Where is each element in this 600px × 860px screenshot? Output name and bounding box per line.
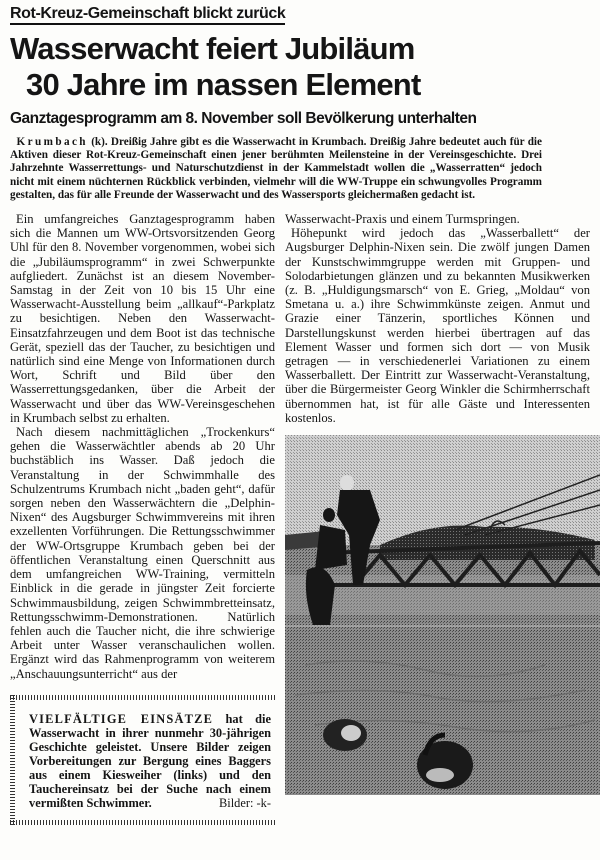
caption-heading: VIELFÄLTIGE EINSÄTZE (29, 711, 214, 726)
right-column-text (285, 212, 590, 425)
headline (10, 31, 590, 103)
body-paragraph: Höhepunkt wird jedoch das „Wasserballett“ der Augsburger Delphin-Nixen sein. Die zwölf jungen Damen der Kunstschwimmgruppe werden mit Gruppen- und Solodarbietungen glänzen und zu bekannten Musikwerken (z. B. „Huldigungsmarsch“ von E. Grieg, „Moldau“ von Smetana u. a.) ihre Schwimmkünste zeigen. Anmut und Grazie einer Tänzerin, sportliches Können und Darstellungskunst werden hierbei übertragen auf das Element Wasser und formen sich dort — von Musik getragen — in verschiedenerlei Variationen zu einem Wasserballett. Der Eintritt zur Wasserwacht-Veranstaltung, über die Bürgermeister Georg Winkler die Schirmherrschaft übernommen hat, ist für alle Gäste und Interessenten kostenlos. (285, 226, 590, 425)
body-columns (10, 212, 600, 825)
headline-line-1: Wasserwacht feiert Jubiläum (10, 31, 415, 66)
body-paragraph: Ein umfangreiches Ganztagesprogramm haben sich die Mannen um WW-Ortsvorsitzenden Georg Uhl für den 8. November vorgenommen, wobei sich die „Jubiläumsprogramm“ in zwei Schwerpunkte aufgliedert. Zunächst ist an diesem November-Samstag in der Zeit von 10 bis 15 Uhr eine Wasserwacht-Ausstellung beim „allkauf“-Parkplatz zu besichtigen. Neben den Wasserwacht-Einsatzfahrzeugen und dem Boot ist das technische Gerät, speziell das der Taucher, zu besichtigen und natürlich sind eine Menge von Informationen durch Wort, Schrift und Bild über den Wasserrettungsgedanken, über die Arbeit der Wasserwacht und über das WW-Vereinsgeschehen in Krumbach selbst zu erhalten. (10, 212, 275, 425)
kicker: Rot-Kreuz-Gemeinschaft blickt zurück (10, 4, 285, 25)
caption-box (10, 695, 275, 825)
body-column-left (10, 212, 275, 825)
dateline: Krumbach (16, 136, 88, 148)
body-paragraph: Wasserwacht-Praxis und einem Turmspringen. (285, 212, 520, 227)
photo-icon (285, 435, 600, 795)
photo-credit: Bilder: -k- (219, 795, 271, 810)
photo (285, 435, 600, 795)
article-header (0, 0, 600, 128)
body-column-right (285, 212, 600, 795)
body-paragraph: Nach diesem nachmittäglichen „Trockenkurs“ gehen die Wasserwächtler abends ab 20 Uhr buchstäblich ins Wasser. Daß jedoch die Veranstaltung in der Schwimmhalle des Schulzentrums Krumbach nicht „baden geht“, dafür sorgen neben den Wasserwächtern die „Delphin-Nixen“ des Augsburger Schwimmvereins mit ihren exzellenten Vorführungen. Die Rettungsschwimmer der WW-Ortsgruppe Krumbach geben bei der öffentlichen Veranstaltung einen Querschnitt aus dem umfangreichen WW-Training, vermitteln Einblick in die gerade in jüngster Zeit forcierte Schwimmausbildung, zeigen Schwimmbretteinsatz, Rettungsschwimm-Demonstrationen. Natürlich fehlen auch die Taucher nicht, die ihre schwierige Arbeit unter Wasser veranschaulichen wollen. Ergänzt wird das Rahmenprogramm von weiterem „Anschauungsunterricht“ aus der (10, 425, 275, 681)
lead-paragraph (10, 136, 542, 202)
photo-caption (29, 712, 271, 810)
lead-text: (k). Dreißig Jahre gibt es die Wasserwacht in Krumbach. Dreißig Jahre bedeutet auch für die Aktiven dieser Rot-Kreuz-Gemeinschaft einen jener berühmten Meilensteine in der Vereinsgeschichte. Drei Jahrzehnte Wasserrettungs- und Naturschutzdienst in der Kammelstadt wollen die „Wasserratten“ jedoch nicht mit einem nüchternen Rückblick verbinden, vielmehr will die WW-Truppe ein schwungvolles Programm gestalten, das für alle Freunde der Wasserwacht und des Wassersports gleichermaßen gedacht ist. (10, 136, 542, 201)
headline-line-2: 30 Jahre im nassen Element (26, 67, 421, 102)
caption-text: hat die Wasserwacht in ihrer nunmehr 30-jährigen Geschichte geleistet. Unsere Bilder zeigen Vorbereitungen zur Bergung eines Baggers aus einem Kiesweiher (links) und den Tauchereinsatz bei der Suche nach einem vermißten Schwimmer. (29, 711, 271, 810)
photo-divider (285, 625, 600, 627)
subhead: Ganztagesprogramm am 8. November soll Bevölkerung unterhalten (10, 110, 477, 127)
